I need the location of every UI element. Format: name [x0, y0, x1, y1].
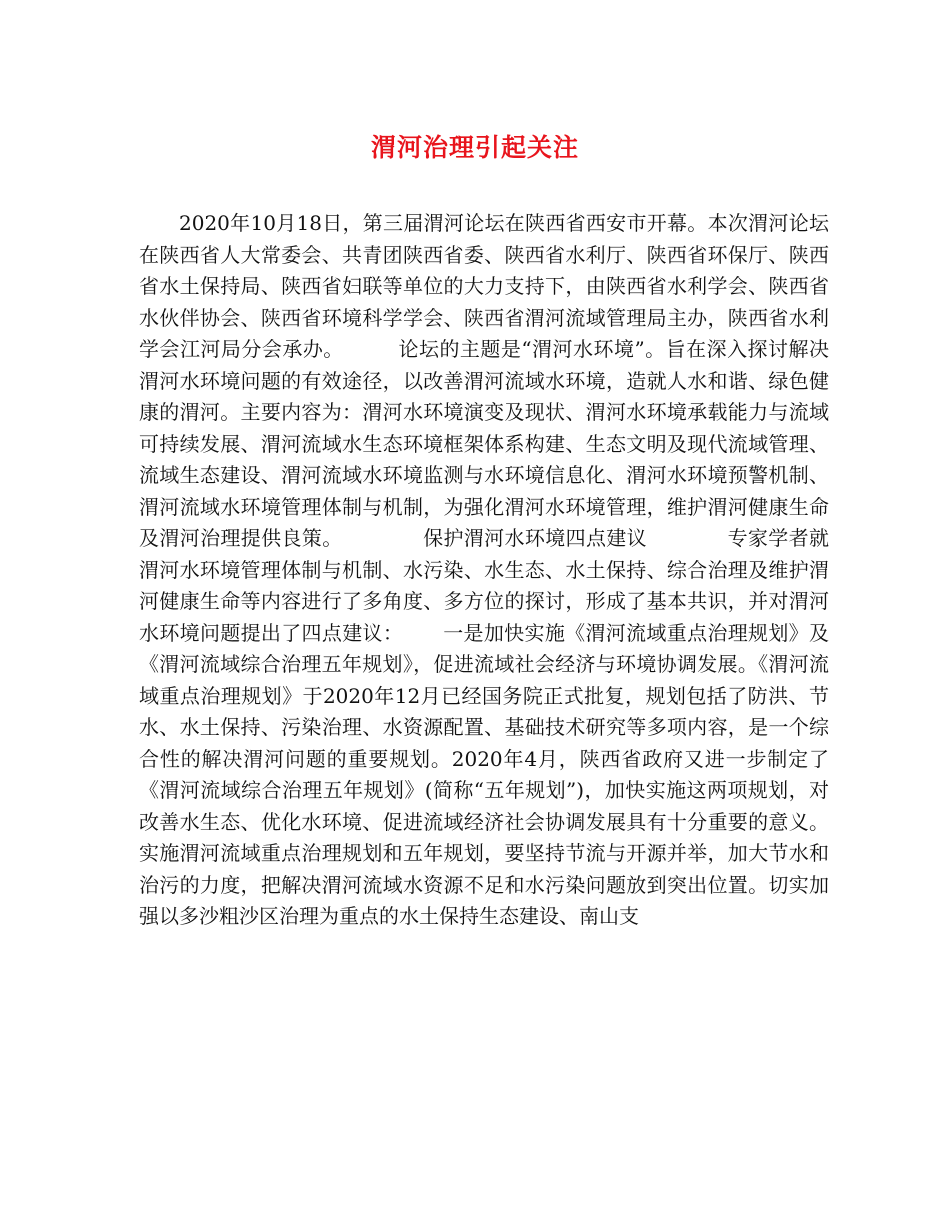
document-body: 2020年10月18日，第三届渭河论坛在陕西省西安市开幕。本次渭河论坛在陕西省人大常委会、共青团陕西省委、陕西省水利厅、陕西省环保厅、陕西省水土保持局、陕西省妇联等单位的大力支持下，由陕西省水利学会、陕西省水伙伴协会、陕西省环境科学学会、陕西省渭河流域管理局主办，陕西省水利学会江河局分会承办。 论坛的主题是“渭河水环境”。旨在深入探讨解决渭河水环境问题的有效途径，以改善渭河流域水环境，造就人水和谐、绿色健康的渭河。主要内容为：渭河水环境演变及现状、渭河水环境承载能力与流域可持续发展、渭河流域水生态环境框架体系构建、生态文明及现代流域管理、流域生态建设、渭河流域水环境监测与水环境信息化、渭河水环境预警机制、渭河流域水环境管理体制与机制，为强化渭河水环境管理，维护渭河健康生命及渭河治理提供良策。 保护渭河水环境四点建议 专家学者就渭河水环境管理体制与机制、水污染、水生态、水土保持、综合治理及维护渭河健康生命等内容进行了多角度、多方位的探讨，形成了基本共识，并对渭河水环境问题提出了四点建议： 一是加快实施《渭河流域重点治理规划》及《渭河流域综合治理五年规划》，促进流域社会经济与环境协调发展。《渭河流域重点治理规划》于2020年12月已经国务院正式批复，规划包括了防洪、节水、水土保持、污染治理、水资源配置、基础技术研究等多项内容，是一个综合性的解决渭河问题的重要规划。2020年4月，陕西省政府又进一步制定了《渭河流域综合治理五年规划》(简称“五年规划”)，加快实施这两项规划，对改善水生态、优化水环境、促进流域经济社会协调发展具有十分重要的意义。实施渭河流域重点治理规划和五年规划，要坚持节流与开源并举，加大节水和治污的力度，把解决渭河流域水资源不足和水污染问题放到突出位置。切实加强以多沙粗沙区治理为重点的水土保持生态建设、南山支	[139, 211, 829, 928]
document-title: 渭河治理引起关注	[370, 133, 579, 162]
